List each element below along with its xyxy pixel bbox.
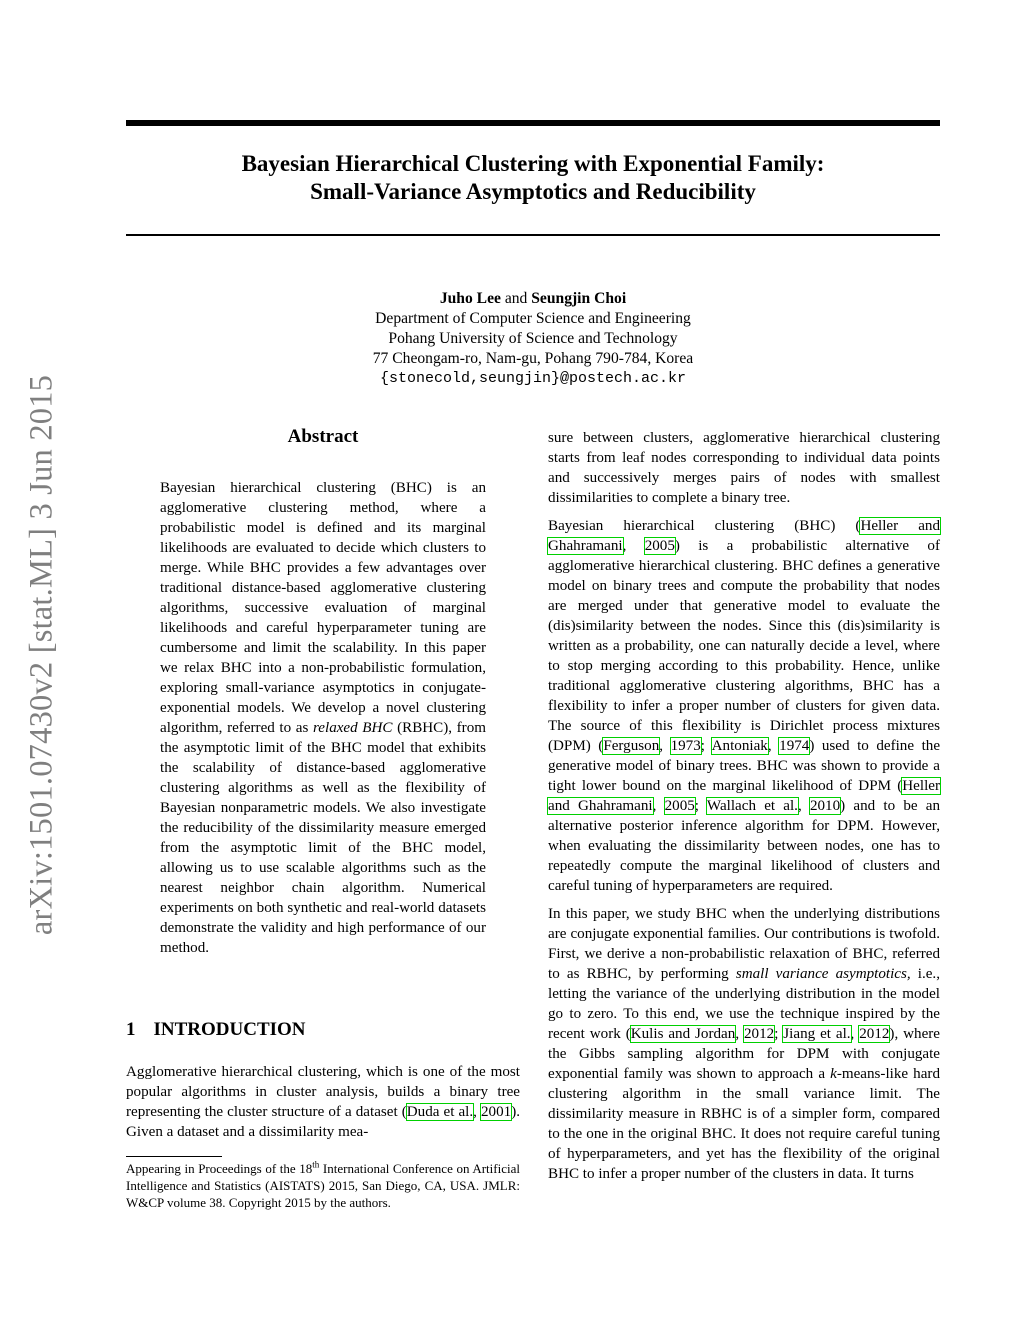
abstract-text — [160, 478, 486, 958]
citation-antoniak[interactable]: Antoniak — [711, 738, 768, 754]
affiliation-department: Department of Computer Science and Engineering — [375, 310, 691, 327]
title-line-2: Small-Variance Asymptotics and Reducibility — [310, 179, 756, 204]
citation-heller[interactable]: Heller and Ghahramani — [548, 518, 941, 554]
section-heading-introduction — [126, 1019, 306, 1041]
citation-jiang-year[interactable]: 2012 — [859, 1026, 890, 1042]
right-column — [548, 428, 940, 1192]
footnote-text-b: International Conference on Artificial Intelligence and Statistics (AISTATS) 2015, San Diego, CA, USA. JMLR: W&CP volume 38. Copyright 2015 by the authors. — [126, 1161, 520, 1210]
abstract-part-b: (RBHC), from the asymptotic limit of the BHC model that exhibits the scalability of distance-based agglomerative clustering algorithms as well as the flexibility of Bayesian nonparametric models. We also investigate the reducibility of the dissimilarity measure emerged from the asymptotic limit of the BHC model, allowing us to use scalable algorithms such as the nearest neighbor chain algorithm. Numerical experiments on both synthetic and real-world datasets demonstrate the validity and high performance of our method. — [160, 720, 486, 956]
intro-text-a: Agglomerative hierarchical clustering, which is one of the most popular algorithms in cluster analysis, builds a binary tree representing the cluster structure of a dataset ( — [126, 1064, 520, 1120]
citation-wallach-year[interactable]: 2010 — [809, 798, 841, 814]
right-paragraph-1: sure between clusters, agglomerative hierarchical clustering starts from leaf nodes corresponding to individual data points and successively merges pairs of nodes with smallest dissimilarities to complete a binary tree. — [548, 430, 940, 506]
abstract-part-a: Bayesian hierarchical clustering (BHC) is an agglomerative clustering method, where a probabilistic model is defined and its marginal likelihoods are evaluated to decide which clusters to merge. While BHC provides a few advantages over traditional distance-based agglomerative clustering algorithms, successive evaluation of marginal likelihoods and careful hyperparameter tuning are cumbersome and limit the scalability. In this paper we relax BHC into a non-probabilistic formulation, exploring small-variance asymptotics in conjugate-exponential models. We develop a novel clustering algorithm, referred to as — [160, 480, 486, 736]
author-1: Juho Lee — [439, 290, 501, 307]
citation-jiang[interactable]: Jiang et al. — [783, 1026, 851, 1042]
section-number: 1 — [126, 1019, 136, 1040]
title-top-rule — [126, 120, 940, 126]
affiliation-address: 77 Cheongam-ro, Nam-gu, Pohang 790-784, Korea — [372, 350, 694, 367]
arxiv-stamp — [16, 360, 68, 950]
citation-wallach[interactable]: Wallach et al. — [706, 798, 798, 814]
citation-duda[interactable]: Duda et al. — [406, 1104, 474, 1120]
author-block — [126, 289, 940, 389]
citation-heller-year[interactable]: 2005 — [644, 538, 675, 554]
citation-heller-2-year[interactable]: 2005 — [664, 798, 695, 814]
footnote-rule — [126, 1156, 222, 1157]
right-paragraph-3: In this paper, we study BHC when the underlying distributions are conjugate exponential families. Our contributions is twofold. First, we derive a non-probabilistic relaxation of BHC, referred to as RBHC, by performing small variance asymptotics, i.e., letting the variance of the underlying distribution in the model go to zero. To this end, we use the technique inspired by the recent work (Kulis and Jordan, 2012; Jiang et al., 2012), where the Gibbs sampling algorithm for DPM with conjugate exponential family was shown to approach a k-means-like hard clustering algorithm in the small variance limit. The dissimilarity measure in RBHC is of a simpler form, compared to the one in the original BHC. It does not require careful tuning of hyperparameters, and yet has the flexibility of the original BHC to infer a proper number of the clusters in data. It turns — [548, 906, 941, 1182]
paper-title — [126, 150, 940, 206]
footnote-sup: th — [312, 1159, 320, 1170]
title-line-1: Bayesian Hierarchical Clustering with Exponential Family: — [241, 151, 825, 176]
footnote-text-a: Appearing in Proceedings of the 18 — [126, 1161, 313, 1176]
intro-text-b: ). Given a dataset and a dissimilarity mea- — [126, 1104, 520, 1140]
author-and: and — [504, 290, 528, 307]
title-bottom-rule — [126, 234, 940, 236]
footnote — [126, 1160, 520, 1211]
arxiv-identifier: arXiv:1501.07430v2 [stat.ML] 3 Jun 2015 — [23, 374, 60, 936]
intro-paragraph: Agglomerative hierarchical clustering, which is one of the most popular algorithms in cluster analysis, builds a binary tree representing the cluster structure of a dataset (Duda et al., 2001). Given a dataset and a dissimilarity mea- — [126, 1064, 520, 1140]
author-2: Seungjin Choi — [531, 290, 627, 307]
abstract-emphasis: relaxed BHC — [312, 720, 393, 736]
citation-ferguson[interactable]: Ferguson — [603, 738, 660, 754]
citation-kulis-year[interactable]: 2012 — [744, 1026, 775, 1042]
citation-antoniak-year[interactable]: 1974 — [779, 738, 810, 754]
affiliation-university: Pohang University of Science and Technology — [388, 330, 678, 347]
citation-duda-year[interactable]: 2001 — [481, 1104, 512, 1120]
citation-kulis[interactable]: Kulis and Jordan — [630, 1026, 736, 1042]
citation-heller-2[interactable]: Heller and Ghahramani — [548, 778, 940, 814]
abstract-heading: Abstract — [287, 426, 359, 447]
right-paragraph-2: Bayesian hierarchical clustering (BHC) (Heller and Ghahramani, 2005) is a probabilistic alternative of agglomerative hierarchical clustering. BHC defines a generative model on binary trees and compute the probability that nodes are merged under that generative model to evaluate the (dis)similarity between the nodes. Since this (dis)similarity is written as a probability, one can naturally decide a level, where to stop merging according to this probability. Hence, unlike traditional agglomerative clustering algorithms, BHC has a flexibility to infer a proper number of clusters for given data. The source of this flexibility is Dirichlet process mixtures (DPM) (Ferguson, 1973; Antoniak, 1974) used to define the generative model of binary trees. BHC was shown to provide a tight lower bound on the marginal likelihood of DPM (Heller and Ghahramani, 2005; Wallach et al., 2010) and to be an alternative posterior inference algorithm for DPM. However, when evaluating the dissimilarity between nodes, one has to repeatedly compute the marginal likelihood of clusters and careful tuning of hyperparameters are required. — [548, 518, 941, 894]
citation-ferguson-year[interactable]: 1973 — [670, 738, 701, 754]
section-title: INTRODUCTION — [153, 1019, 306, 1040]
author-email[interactable]: {stonecold,seungjin}@postech.ac.kr — [379, 370, 687, 387]
